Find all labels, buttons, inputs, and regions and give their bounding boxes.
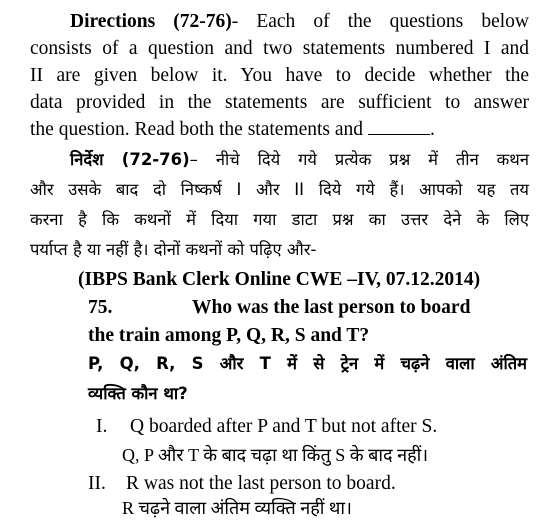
statement-2-english: R was not the last person to board. [126,473,396,494]
question-text-line-2: the train among P, Q, R, S and T? [88,325,370,346]
directions-en-line-2: consists of a question and two statements numbered I and [30,38,529,59]
question-number: 75. [88,297,113,318]
question-hindi-line-2: व्यक्ति कौन था? [88,384,188,403]
statement-2-hindi: R चढ़ने वाला अंतिम व्यक्ति नहीं था। [122,498,352,518]
directions-en-line-1 [30,10,529,34]
directions-en-line-5 [30,118,435,142]
directions-hi-heading: निर्देश (72-76) [70,150,190,169]
directions-hi-line-2: और उसके बाद दो निष्कर्ष I और II दिये गये हैं। आपको यह तय [30,180,529,199]
question-text-line-1: Who was the last person to board [192,297,471,318]
directions-en-line-5-end: . [429,119,435,140]
directions-en-line-1-text: - Each of the questions below [231,11,529,32]
question-hindi-line-1: P, Q, R, S और T में से ट्रेन में चढ़ने वाला अंतिम [88,354,527,373]
statement-1-hindi: Q, P और T के बाद चढ़ा था किंतु S के बाद नहीं। [122,445,429,465]
directions-hi-line-4: पर्याप्त है या नहीं है। दोनों कथनों को पढ़िए और- [30,240,317,259]
exam-source: (IBPS Bank Clerk Online CWE –IV, 07.12.2014) [78,269,481,290]
answer-blank [368,120,430,135]
statement-2-label: II. [88,473,106,494]
directions-hi-line-3: करना है कि कथनों में दिया गया डाटा प्रश्न का उत्तर देने के लिए [30,210,529,229]
directions-en-heading: Directions (72-76) [70,11,232,32]
directions-hi-line-1-text: – नीचे दिये गये प्रत्येक प्रश्न में तीन कथन [189,150,529,169]
directions-en-line-5-text: the question. Read both the statements and [30,119,364,140]
statement-1-label: I. [96,416,108,437]
directions-en-line-3: II are given below it. You have to decide whether the [30,65,529,86]
directions-en-line-4: data provided in the statements are sufficient to answer [30,92,529,113]
statement-1-english: Q boarded after P and T but not after S. [130,416,438,437]
directions-hi-line-1 [30,148,529,172]
